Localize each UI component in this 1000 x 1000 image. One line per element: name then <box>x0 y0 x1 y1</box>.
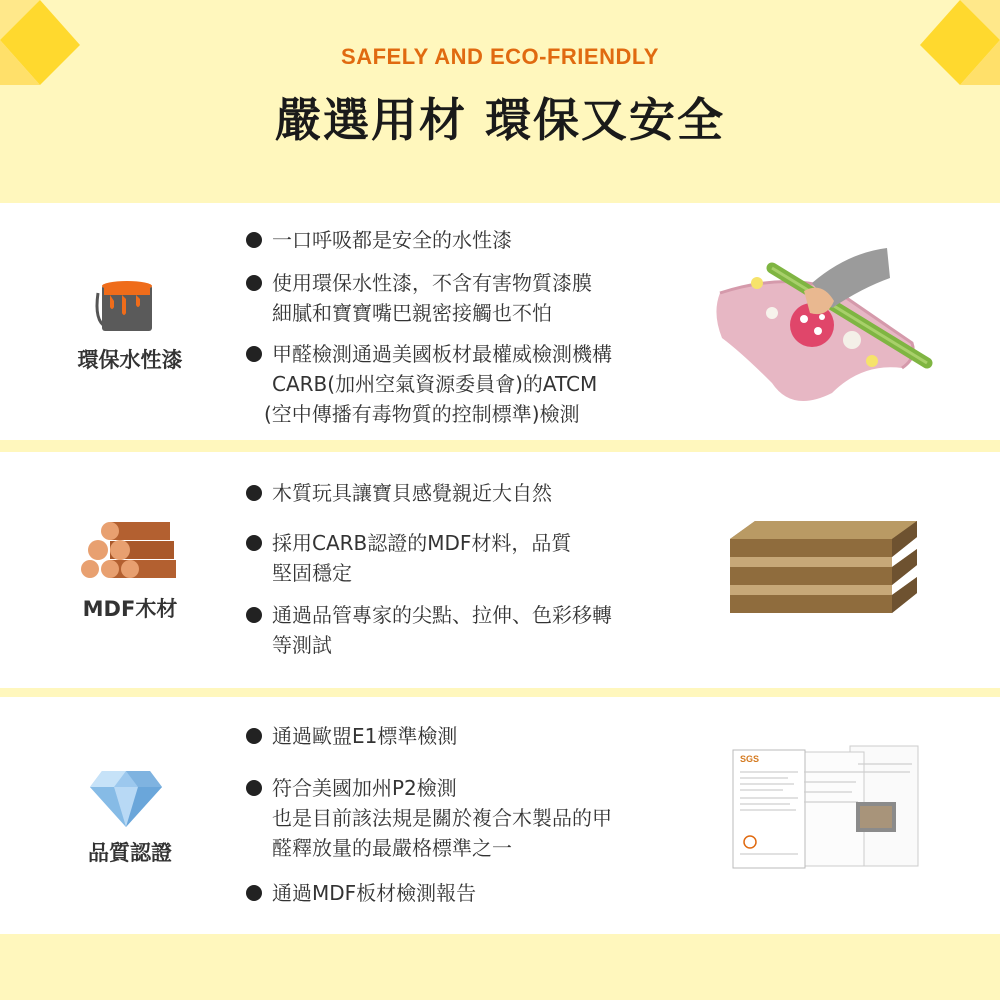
bullet-text: 通過MDF板材檢測報告 <box>272 881 477 905</box>
bullet-dot-icon <box>246 275 262 291</box>
bullet-dot-icon <box>246 485 262 501</box>
list-item <box>246 773 612 863</box>
bullet-dot-icon <box>246 346 262 362</box>
list-item <box>246 878 476 908</box>
bullet-text: 堅固穩定 <box>272 561 352 585</box>
log-pile-icon <box>80 520 176 580</box>
list-item <box>246 478 552 508</box>
list-item <box>246 268 592 328</box>
bullet-dot-icon <box>246 780 262 796</box>
page-header <box>0 0 1000 200</box>
bullet-dot-icon <box>246 885 262 901</box>
bullet-dot-icon <box>246 607 262 623</box>
bullet-text: CARB(加州空氣資源委員會)的ATCM <box>272 372 598 396</box>
bullet-dot-icon <box>246 535 262 551</box>
bullet-text: 通過品管專家的尖點、拉伸、色彩移轉 <box>272 603 612 627</box>
section-quality-cert <box>0 697 1000 934</box>
bullet-text: 使用環保水性漆，不含有害物質漆膜 <box>272 271 592 295</box>
bullet-text: 也是目前該法規是關於複合木製品的甲 <box>272 806 612 830</box>
section-label: 品質認證 <box>88 841 172 865</box>
bullet-text: 木質玩具讓寶貝感覺親近大自然 <box>272 481 552 505</box>
section-label: MDF木材 <box>82 597 178 621</box>
bullet-dot-icon <box>246 728 262 744</box>
report-logo: SGS <box>740 754 760 764</box>
header-eyebrow: SAFELY AND ECO-FRIENDLY <box>341 44 659 69</box>
mdf-boards-photo <box>725 517 920 632</box>
painted-board-photo <box>712 243 942 413</box>
list-item <box>246 600 612 660</box>
bullet-text: 符合美國加州P2檢測 <box>272 776 457 800</box>
bullet-text: 醛釋放量的最嚴格標準之一 <box>272 836 512 860</box>
section-mdf-wood <box>0 452 1000 688</box>
test-reports-photo <box>728 742 923 872</box>
list-item <box>246 225 512 255</box>
bullet-text: 採用CARB認證的MDF材料，品質 <box>272 531 572 555</box>
bullet-text: 通過歐盟E1標準檢測 <box>272 724 458 748</box>
bullet-dot-icon <box>246 232 262 248</box>
bullet-text: 細膩和寶寶嘴巴親密接觸也不怕 <box>272 301 552 325</box>
list-item <box>246 528 571 588</box>
diamond-icon <box>88 769 164 829</box>
bullet-text: 等測試 <box>272 633 332 657</box>
bullet-text: 甲醛檢測通過美國板材最權威檢測機構 <box>272 342 612 366</box>
page-title: 嚴選用材 環保又安全 <box>274 93 725 147</box>
section-water-paint <box>0 203 1000 440</box>
paint-bucket-icon <box>92 271 160 337</box>
section-label: 環保水性漆 <box>77 348 183 372</box>
bullet-text: (空中傳播有毒物質的控制標準)檢測 <box>264 402 580 426</box>
list-item <box>246 339 612 429</box>
bullet-text: 一口呼吸都是安全的水性漆 <box>272 228 512 252</box>
list-item <box>246 721 457 751</box>
